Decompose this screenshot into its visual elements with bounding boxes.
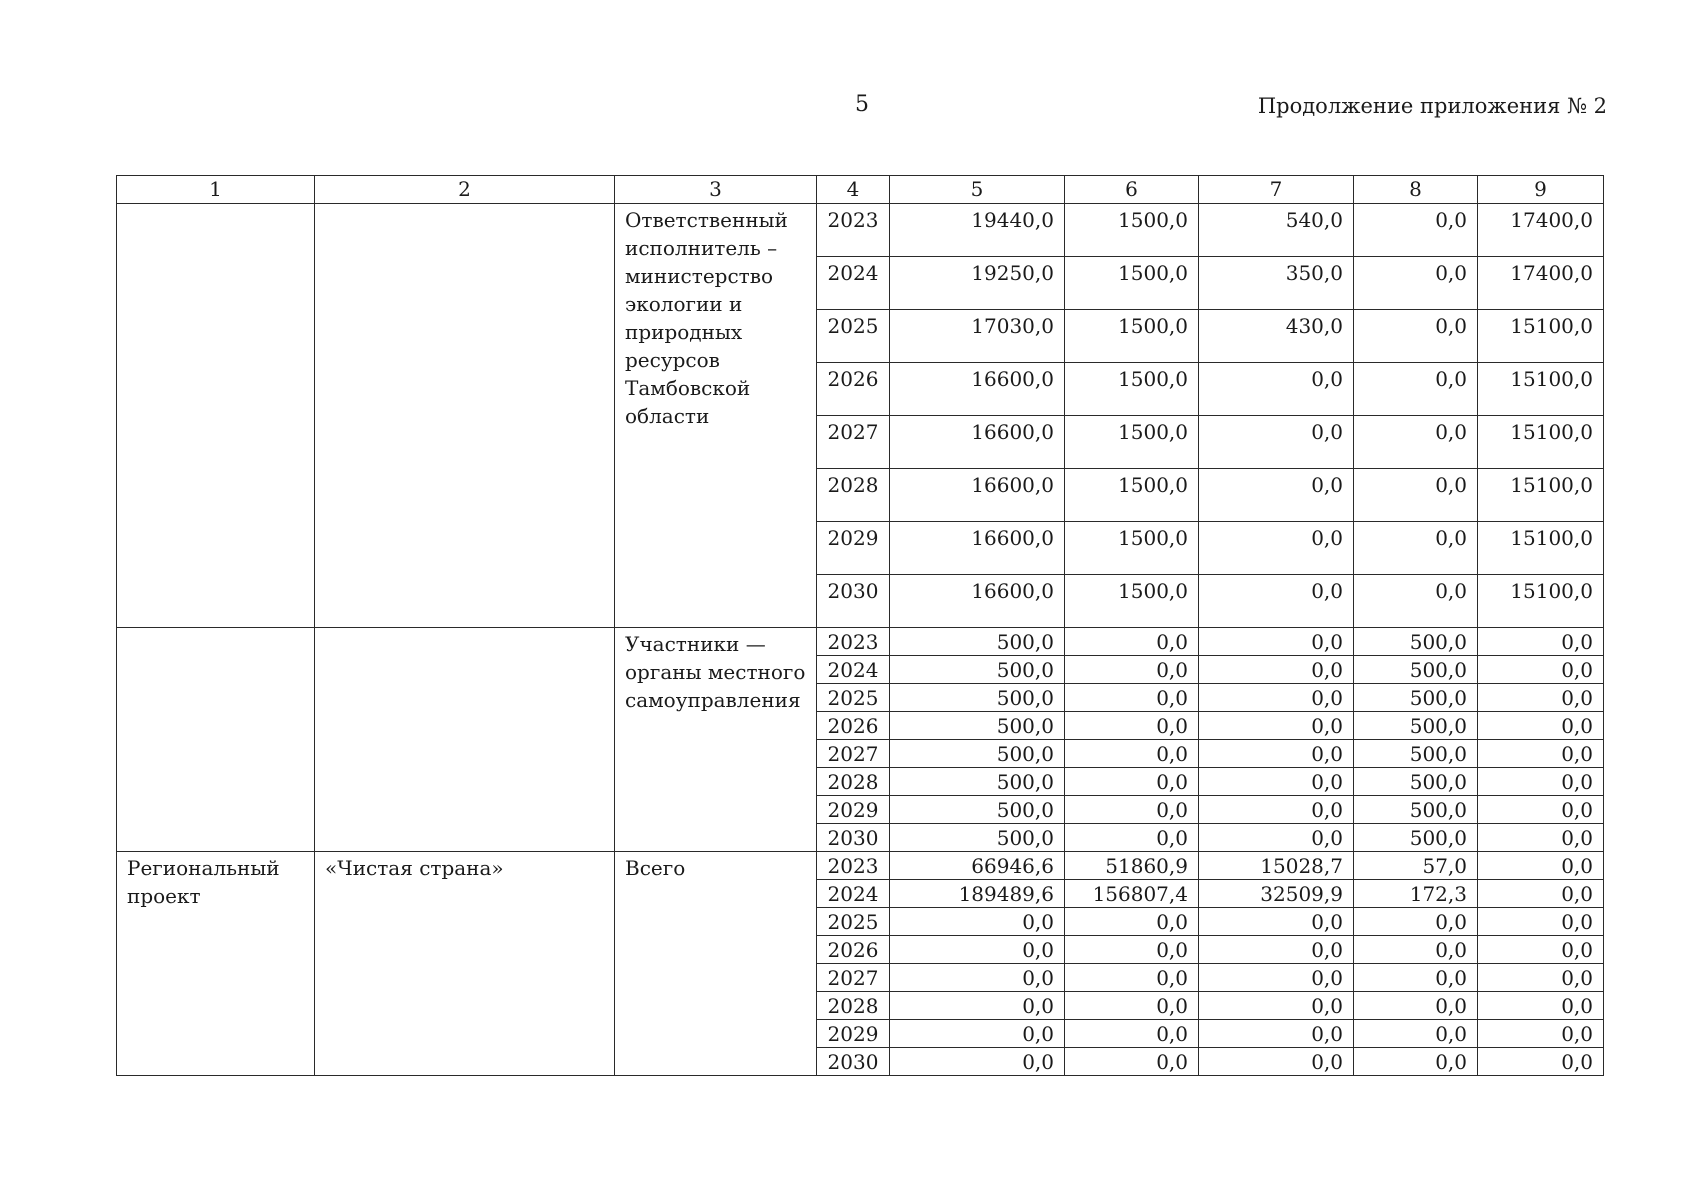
value-cell-c7: 32509,9: [1199, 880, 1354, 908]
column-number: 3: [615, 176, 817, 204]
value-cell-c6: 0,0: [1065, 824, 1199, 852]
value-cell-c5: 16600,0: [890, 416, 1065, 469]
value-cell-c9: 0,0: [1478, 964, 1604, 992]
column-number: 1: [117, 176, 315, 204]
value-cell-c7: 0,0: [1199, 1048, 1354, 1076]
value-cell-c6: 0,0: [1065, 1020, 1199, 1048]
value-cell-c9: 0,0: [1478, 880, 1604, 908]
value-cell-c5: 16600,0: [890, 363, 1065, 416]
value-cell-c8: 0,0: [1354, 310, 1478, 363]
value-cell-c7: 350,0: [1199, 257, 1354, 310]
year-cell: 2030: [817, 824, 890, 852]
value-cell-c8: 172,3: [1354, 880, 1478, 908]
value-cell-c7: 0,0: [1199, 522, 1354, 575]
value-cell-c6: 1500,0: [1065, 469, 1199, 522]
value-cell-c7: 0,0: [1199, 908, 1354, 936]
group-col1-cell: [117, 204, 315, 628]
table-row: [117, 852, 1604, 880]
value-cell-c6: 1500,0: [1065, 363, 1199, 416]
value-cell-c6: 0,0: [1065, 656, 1199, 684]
value-cell-c9: 0,0: [1478, 712, 1604, 740]
year-cell: 2030: [817, 575, 890, 628]
year-cell: 2024: [817, 257, 890, 310]
value-cell-c8: 500,0: [1354, 796, 1478, 824]
year-cell: 2025: [817, 310, 890, 363]
value-cell-c5: 0,0: [890, 936, 1065, 964]
year-cell: 2028: [817, 768, 890, 796]
value-cell-c6: 0,0: [1065, 712, 1199, 740]
value-cell-c8: 500,0: [1354, 712, 1478, 740]
value-cell-c5: 189489,6: [890, 880, 1065, 908]
value-cell-c5: 17030,0: [890, 310, 1065, 363]
table-row: [117, 204, 1604, 257]
year-cell: 2030: [817, 1048, 890, 1076]
table-body: [117, 204, 1604, 1076]
value-cell-c8: 500,0: [1354, 768, 1478, 796]
value-cell-c9: 0,0: [1478, 684, 1604, 712]
value-cell-c5: 500,0: [890, 768, 1065, 796]
year-cell: 2029: [817, 522, 890, 575]
value-cell-c6: 1500,0: [1065, 257, 1199, 310]
value-cell-c6: 1500,0: [1065, 522, 1199, 575]
page-number: 5: [855, 92, 869, 117]
year-cell: 2023: [817, 852, 890, 880]
value-cell-c8: 0,0: [1354, 575, 1478, 628]
column-number: 8: [1354, 176, 1478, 204]
value-cell-c8: 0,0: [1354, 257, 1478, 310]
value-cell-c5: 16600,0: [890, 575, 1065, 628]
value-cell-c7: 0,0: [1199, 416, 1354, 469]
year-cell: 2026: [817, 712, 890, 740]
column-number: 6: [1065, 176, 1199, 204]
value-cell-c7: 15028,7: [1199, 852, 1354, 880]
value-cell-c6: 0,0: [1065, 796, 1199, 824]
year-cell: 2023: [817, 628, 890, 656]
value-cell-c6: 1500,0: [1065, 416, 1199, 469]
column-number: 7: [1199, 176, 1354, 204]
value-cell-c8: 0,0: [1354, 204, 1478, 257]
value-cell-c8: 0,0: [1354, 936, 1478, 964]
year-cell: 2023: [817, 204, 890, 257]
year-cell: 2024: [817, 656, 890, 684]
column-number: 2: [315, 176, 615, 204]
column-number-row: [117, 176, 1604, 204]
value-cell-c7: 540,0: [1199, 204, 1354, 257]
column-number: 9: [1478, 176, 1604, 204]
value-cell-c7: 0,0: [1199, 964, 1354, 992]
value-cell-c6: 0,0: [1065, 740, 1199, 768]
year-cell: 2026: [817, 363, 890, 416]
value-cell-c6: 1500,0: [1065, 310, 1199, 363]
group-col3-cell: Ответственный исполнитель – министерство экологии и природных ресурсов Тамбовской области: [615, 204, 817, 628]
appendix-title: Продолжение приложения № 2: [1257, 94, 1607, 118]
value-cell-c5: 19250,0: [890, 257, 1065, 310]
budget-table: [116, 175, 1604, 1076]
value-cell-c9: 15100,0: [1478, 416, 1604, 469]
value-cell-c8: 500,0: [1354, 684, 1478, 712]
column-number: 5: [890, 176, 1065, 204]
value-cell-c8: 0,0: [1354, 908, 1478, 936]
value-cell-c5: 500,0: [890, 796, 1065, 824]
value-cell-c9: 17400,0: [1478, 204, 1604, 257]
value-cell-c9: 0,0: [1478, 824, 1604, 852]
year-cell: 2027: [817, 964, 890, 992]
group-col3-cell: Участники — органы местного самоуправления: [615, 628, 817, 852]
value-cell-c9: 0,0: [1478, 1048, 1604, 1076]
value-cell-c7: 0,0: [1199, 992, 1354, 1020]
value-cell-c9: 0,0: [1478, 908, 1604, 936]
value-cell-c9: 0,0: [1478, 740, 1604, 768]
group-col2-cell: «Чистая страна»: [315, 852, 615, 1076]
table-row: [117, 628, 1604, 656]
value-cell-c6: 0,0: [1065, 936, 1199, 964]
value-cell-c9: 15100,0: [1478, 310, 1604, 363]
value-cell-c5: 66946,6: [890, 852, 1065, 880]
value-cell-c7: 0,0: [1199, 712, 1354, 740]
group-col1-cell: [117, 628, 315, 852]
value-cell-c5: 500,0: [890, 656, 1065, 684]
value-cell-c9: 0,0: [1478, 768, 1604, 796]
value-cell-c8: 500,0: [1354, 656, 1478, 684]
year-cell: 2027: [817, 416, 890, 469]
value-cell-c7: 0,0: [1199, 796, 1354, 824]
value-cell-c9: 0,0: [1478, 656, 1604, 684]
value-cell-c6: 51860,9: [1065, 852, 1199, 880]
value-cell-c9: 0,0: [1478, 936, 1604, 964]
value-cell-c5: 500,0: [890, 712, 1065, 740]
value-cell-c5: 19440,0: [890, 204, 1065, 257]
year-cell: 2029: [817, 796, 890, 824]
value-cell-c7: 0,0: [1199, 768, 1354, 796]
value-cell-c7: 430,0: [1199, 310, 1354, 363]
value-cell-c7: 0,0: [1199, 684, 1354, 712]
year-cell: 2028: [817, 992, 890, 1020]
year-cell: 2029: [817, 1020, 890, 1048]
value-cell-c6: 1500,0: [1065, 575, 1199, 628]
value-cell-c8: 500,0: [1354, 824, 1478, 852]
value-cell-c8: 500,0: [1354, 740, 1478, 768]
value-cell-c8: 0,0: [1354, 363, 1478, 416]
value-cell-c6: 0,0: [1065, 964, 1199, 992]
value-cell-c9: 0,0: [1478, 992, 1604, 1020]
value-cell-c7: 0,0: [1199, 363, 1354, 416]
year-cell: 2025: [817, 908, 890, 936]
value-cell-c9: 17400,0: [1478, 257, 1604, 310]
value-cell-c8: 0,0: [1354, 522, 1478, 575]
value-cell-c8: 0,0: [1354, 964, 1478, 992]
value-cell-c7: 0,0: [1199, 469, 1354, 522]
value-cell-c9: 15100,0: [1478, 363, 1604, 416]
value-cell-c9: 15100,0: [1478, 469, 1604, 522]
value-cell-c9: 0,0: [1478, 852, 1604, 880]
value-cell-c8: 0,0: [1354, 992, 1478, 1020]
value-cell-c7: 0,0: [1199, 628, 1354, 656]
value-cell-c5: 500,0: [890, 628, 1065, 656]
value-cell-c8: 0,0: [1354, 469, 1478, 522]
value-cell-c5: 16600,0: [890, 469, 1065, 522]
group-col3-cell: Всего: [615, 852, 817, 1076]
value-cell-c8: 500,0: [1354, 628, 1478, 656]
group-col1-cell: Региональный проект: [117, 852, 315, 1076]
year-cell: 2024: [817, 880, 890, 908]
value-cell-c7: 0,0: [1199, 656, 1354, 684]
value-cell-c7: 0,0: [1199, 740, 1354, 768]
value-cell-c5: 500,0: [890, 740, 1065, 768]
value-cell-c7: 0,0: [1199, 575, 1354, 628]
value-cell-c8: 0,0: [1354, 416, 1478, 469]
value-cell-c5: 0,0: [890, 1020, 1065, 1048]
value-cell-c8: 0,0: [1354, 1048, 1478, 1076]
value-cell-c5: 0,0: [890, 964, 1065, 992]
value-cell-c7: 0,0: [1199, 936, 1354, 964]
value-cell-c6: 0,0: [1065, 908, 1199, 936]
year-cell: 2028: [817, 469, 890, 522]
year-cell: 2025: [817, 684, 890, 712]
value-cell-c9: 15100,0: [1478, 575, 1604, 628]
year-cell: 2026: [817, 936, 890, 964]
group-col2-cell: [315, 628, 615, 852]
value-cell-c7: 0,0: [1199, 1020, 1354, 1048]
value-cell-c7: 0,0: [1199, 824, 1354, 852]
value-cell-c9: 15100,0: [1478, 522, 1604, 575]
group-col2-cell: [315, 204, 615, 628]
column-number: 4: [817, 176, 890, 204]
value-cell-c5: 500,0: [890, 684, 1065, 712]
value-cell-c5: 0,0: [890, 1048, 1065, 1076]
value-cell-c6: 1500,0: [1065, 204, 1199, 257]
value-cell-c6: 0,0: [1065, 992, 1199, 1020]
value-cell-c9: 0,0: [1478, 1020, 1604, 1048]
value-cell-c6: 0,0: [1065, 1048, 1199, 1076]
value-cell-c6: 0,0: [1065, 684, 1199, 712]
value-cell-c8: 57,0: [1354, 852, 1478, 880]
value-cell-c5: 16600,0: [890, 522, 1065, 575]
value-cell-c8: 0,0: [1354, 1020, 1478, 1048]
value-cell-c9: 0,0: [1478, 796, 1604, 824]
value-cell-c5: 500,0: [890, 824, 1065, 852]
value-cell-c6: 0,0: [1065, 768, 1199, 796]
value-cell-c5: 0,0: [890, 992, 1065, 1020]
value-cell-c6: 156807,4: [1065, 880, 1199, 908]
year-cell: 2027: [817, 740, 890, 768]
value-cell-c5: 0,0: [890, 908, 1065, 936]
value-cell-c9: 0,0: [1478, 628, 1604, 656]
value-cell-c6: 0,0: [1065, 628, 1199, 656]
